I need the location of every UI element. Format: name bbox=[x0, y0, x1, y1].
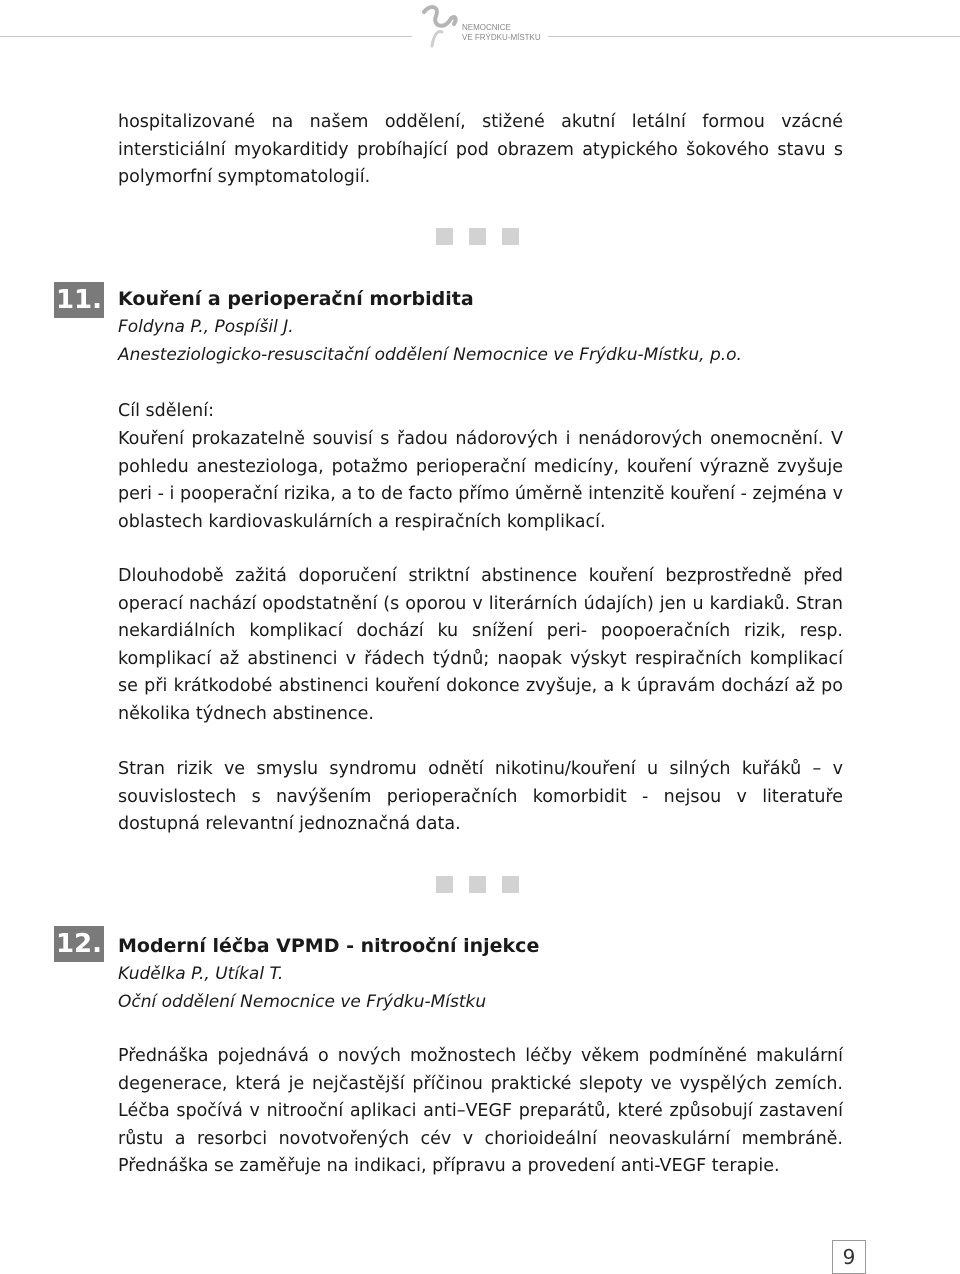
page-number: 9 bbox=[832, 1240, 866, 1274]
section12-paragraph-1: Přednáška pojednává o nových možnostech léčby věkem podmíněné makulární degenerace, která je nejčastější příčinou praktické slepoty ve vyspělých zemích. Léčba spočívá v nitrooční aplikaci anti–VEGF preparátů, které způsobují zastavení růstu a resorbci novotvořených cév v chorioideální neovaskulární membráně. Přednáška se zaměřuje na indikaci, přípravu a provedení anti-VEGF terapie. bbox=[118, 1046, 843, 1176]
section-title-11: Kouření a perioperační morbidita bbox=[118, 288, 474, 310]
separator-dots-2 bbox=[436, 876, 519, 893]
separator-square bbox=[436, 876, 453, 893]
aim-label: Cíl sdělení: bbox=[118, 401, 214, 421]
section11-paragraph-2: Dlouhodobě zažitá doporučení striktní abstinence kouření bezprostředně před operací nachází opodstatnění (s oporou v literárních údajích) jen u kardiaků. Stran nekardiálních komplikací dochází ku snížení peri- poopoeračních rizik, resp. komplikací až abstinenci v řádech týdnů; naopak výskyt respiračních komplikací se při krátkodobé abstinenci kouření dokonce zvyšuje, a k úpravám dochází až po několika týdnech abstinence. bbox=[118, 566, 843, 724]
section-title-12: Moderní léčba VPMD - nitrooční injekce bbox=[118, 935, 540, 957]
separator-square bbox=[502, 876, 519, 893]
logo-text-line2: VE FRÝDKU-MÍSTKU bbox=[462, 33, 541, 42]
section-authors-12: Kudělka P., Utíkal T. bbox=[118, 964, 284, 984]
separator-square bbox=[469, 228, 486, 245]
logo-swirl-icon bbox=[418, 2, 460, 48]
separator-dots-1 bbox=[436, 228, 519, 245]
header-rule-left bbox=[0, 36, 412, 37]
hospital-logo bbox=[418, 2, 546, 50]
section-authors-11: Foldyna P., Pospíšil J. bbox=[118, 317, 294, 337]
separator-square bbox=[502, 228, 519, 245]
section-number-11: 11. bbox=[54, 282, 104, 318]
section-number-12: 12. bbox=[54, 926, 104, 962]
section-affiliation-12: Oční oddělení Nemocnice ve Frýdku-Místku bbox=[118, 992, 487, 1012]
intro-paragraph: hospitalizované na našem oddělení, stižené akutní letální formou vzácné intersticiální myokarditidy probíhající pod obrazem atypického šokového stavu s polymorfní symptomatologií. bbox=[118, 112, 843, 187]
separator-square bbox=[436, 228, 453, 245]
section11-paragraph-1: Kouření prokazatelně souvisí s řadou nádorových i nenádorových onemocnění. V pohledu anesteziologa, potažmo perioperační medicíny, kouření výrazně zvyšuje peri - i pooperační rizika, a to de facto přímo úměrně intenzitě kouření - zejména v oblastech kardiovaskulárních a respiračních komplikací. bbox=[118, 429, 843, 532]
section11-paragraph-3: Stran rizik ve smyslu syndromu odnětí nikotinu/kouření u silných kuřáků – v souvislostech s navýšením perioperačních komorbidit - nejsou v literatuře dostupná relevantní jednoznačná data. bbox=[118, 759, 843, 834]
header-rule-right bbox=[548, 36, 960, 37]
logo-text-line1: NEMOCNICE bbox=[462, 23, 511, 32]
section-affiliation-11: Anesteziologicko-resuscitační oddělení Nemocnice ve Frýdku-Místku, p.o. bbox=[118, 345, 742, 365]
separator-square bbox=[469, 876, 486, 893]
